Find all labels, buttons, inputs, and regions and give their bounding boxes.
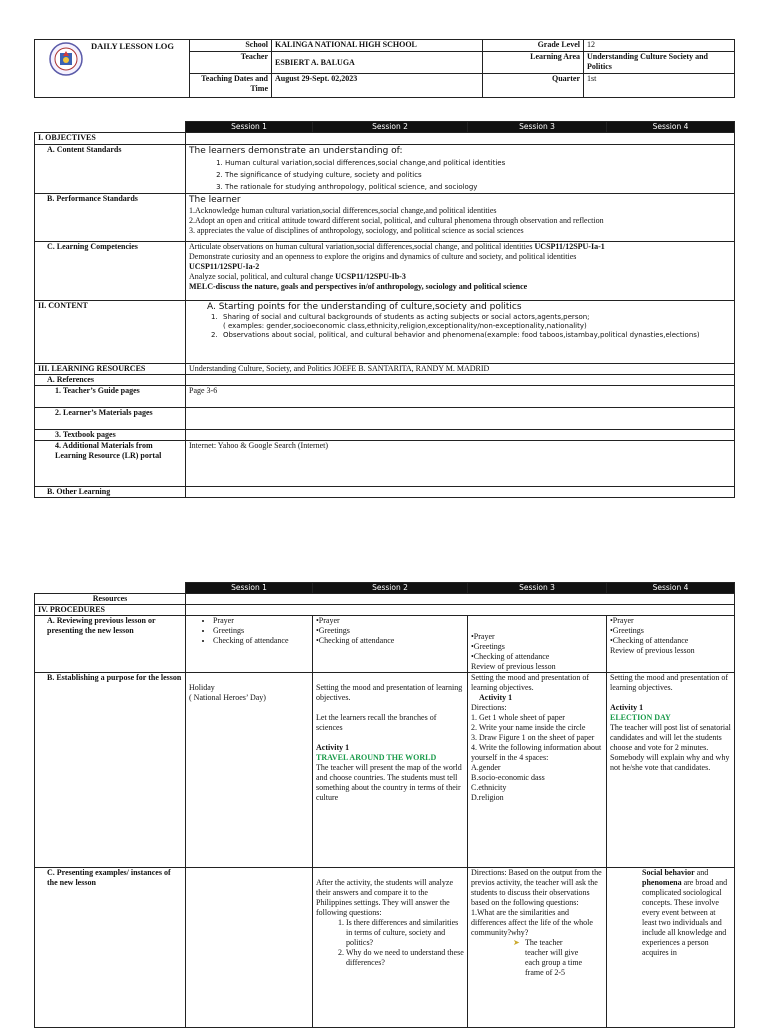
presenting-s3-directions: Directions: Based on the output from the previos activity, the teacher will ask the students to discuss their observations based on the following questions: [471, 868, 602, 907]
definition-text: are broad and complicated sociological concepts. These involve every event between at least two individuals and include all knowledge and experiences a person acquires in [642, 878, 728, 957]
resources-heading: III. LEARNING RESOURCES [35, 364, 186, 375]
spacer [610, 693, 731, 703]
objectives-blank [186, 133, 735, 145]
blank-corner [35, 122, 186, 133]
purpose-s3-intro: Setting the mood and presentation of learning objectives. [471, 673, 589, 692]
purpose-s4-intro: Setting the mood and presentation of learning objectives. [610, 673, 728, 692]
presenting-session-1 [186, 868, 313, 1028]
lesson-table-page2 [34, 582, 735, 1028]
content-standards-label: A. Content Standards [35, 145, 186, 194]
item-number: 1. [211, 313, 218, 321]
connector: and [694, 868, 709, 877]
list-item: Review of previous lesson [610, 646, 695, 655]
bold-term: phenomena [642, 878, 682, 887]
holiday-text: Holiday [189, 683, 215, 692]
session-2-header: Session 2 [313, 583, 468, 594]
competency-code: UCSP11/12SPU-Ia-1 [534, 242, 605, 251]
procedures-blank [186, 605, 735, 616]
resources-value: Understanding Culture, Society, and Politics JOEFE B. SANTARITA, RANDY M. MADRID [186, 364, 735, 375]
list-item: 1.Acknowledge human cultural variation,social differences,social change,and political identities [189, 206, 497, 215]
other-learning-label: B. Other Learning [35, 487, 186, 498]
content-item-2 [189, 331, 731, 340]
holiday-name: ( National Heroes’ Day) [189, 693, 266, 702]
arrow-bullet-icon: ➤ [513, 938, 520, 947]
list-item: B.socio-economic dass [471, 773, 545, 782]
list-item: • Greetings [213, 626, 309, 636]
presenting-s3-bullet [471, 938, 603, 978]
bold-term: Social behavior [642, 868, 695, 877]
school-value: KALINGA NATIONAL HIGH SCHOOL [272, 40, 483, 52]
presenting-session-2 [313, 868, 468, 1028]
learners-materials-value [186, 408, 735, 430]
quarter-label: Quarter [483, 74, 584, 98]
learners-materials-label: 2. Learner’s Materials pages [35, 408, 186, 430]
spacer [316, 868, 464, 878]
references-label: A. References [35, 375, 186, 386]
area-value: Understanding Culture Society and Politics [584, 52, 735, 74]
purpose-session-3 [468, 673, 607, 868]
list-item: C.ethnicity [471, 783, 507, 792]
session-4-header: Session 4 [607, 583, 735, 594]
list-item: • Checking of attendance [213, 636, 309, 646]
content-standards-cell [186, 145, 735, 194]
document-title: DAILY LESSON LOG [91, 41, 174, 51]
activity-label: Activity 1 [610, 703, 644, 712]
presenting-session-4 [607, 868, 735, 1028]
list-item: 3. appreciates the value of disciplines of anthropology, sociology, and political science as social sciences [189, 226, 524, 235]
list-item: 4. Write the following information about yourself in the 4 spaces: [471, 743, 602, 762]
item-number: 2. [211, 331, 218, 339]
list-item: • Prayer [213, 616, 309, 626]
activity-label: Activity 1 [316, 743, 350, 752]
reviewing-session-4 [607, 616, 735, 673]
performance-standards-intro: The learner [189, 195, 241, 205]
learning-competencies-cell [186, 242, 735, 301]
references-blank [186, 375, 735, 386]
list-item: 1. Get 1 whole sheet of paper [471, 713, 565, 722]
activity-description: The teacher will post list of senatorial candidates and will let the students choose and vote for 2 minutes. Somebody will explain why and why not he/she vote that candidates. [610, 723, 731, 772]
presenting-s2-intro: After the activity, the students will analyze their answers and compare it to the Philippines settings. They will answer the following questions: [316, 878, 453, 917]
session-1-header: Session 1 [186, 583, 313, 594]
content-item-1 [189, 313, 731, 331]
textbook-pages-value [186, 430, 735, 441]
directions-label: Directions: [471, 703, 507, 712]
list-item: •Prayer [316, 616, 340, 625]
presenting-s3-question: 1.What are the similarities and differences affect the life of the whole community?why? [471, 908, 593, 937]
list-item: •Checking of attendance [610, 636, 689, 645]
reviewing-session-3 [468, 616, 607, 673]
list-item: A.gender [471, 763, 501, 772]
blank-corner [35, 583, 186, 594]
spacer [316, 703, 464, 713]
session-3-header: Session 3 [468, 122, 607, 133]
list-item: 1. Is there differences and similarities in terms of culture, society and politics? [346, 918, 464, 948]
presenting-s4-text [610, 868, 731, 958]
purpose-session-2 [313, 673, 468, 868]
performance-standards-cell [186, 194, 735, 242]
list-item: •Prayer [471, 632, 495, 641]
activity-description: The teacher will present the map of the world and choose countries. The students must tell something about the country in terms of their culture [316, 763, 462, 802]
purpose-session-1 [186, 673, 313, 868]
dates-label: Teaching Dates and Time [190, 74, 272, 98]
list-item: D.religion [471, 793, 504, 802]
list-item: •Prayer [610, 616, 634, 625]
content-cell [186, 301, 735, 364]
dates-value: August 29-Sept. 02,2023 [272, 74, 483, 98]
content-item-1-text: Sharing of social and cultural backgrounds of students as acting subjects or social actors,agents,person; [223, 313, 590, 321]
session-1-header: Session 1 [186, 122, 313, 133]
competency-line: Analyze social, political, and cultural change [189, 272, 336, 281]
content-main: A. Starting points for the understanding of culture,society and politics [207, 302, 522, 312]
objectives-heading: I. OBJECTIVES [35, 133, 186, 145]
list-item: 1. Human cultural variation,social differences,social change,and political identities [225, 157, 731, 169]
teacher-value: ESBIERT A. BALUGA [272, 52, 483, 74]
content-standards-list [189, 157, 731, 193]
teachers-guide-label: 1. Teacher’s Guide pages [35, 386, 186, 408]
list-item: •Checking of attendance [471, 652, 550, 661]
content-item-2-text: Observations about social, political, and cultural behavior and phenomena(example: food taboos,istambay,political dynasties,elections) [223, 331, 700, 339]
activity-label: Activity 1 [479, 693, 513, 702]
logo-cell [35, 40, 190, 98]
purpose-s2-intro: Setting the mood and presentation of learning objectives. [316, 683, 463, 702]
teacher-label: Teacher [190, 52, 272, 74]
list-item: •Checking of attendance [316, 636, 395, 645]
list-item: •Greetings [610, 626, 644, 635]
list-item: •Greetings [471, 642, 505, 651]
reviewing-lesson-label: A. Reviewing previous lesson or presenting the new lesson [35, 616, 186, 673]
competency-line: Demonstrate curiosity and an openness to explore the origins and dynamics of culture and society, and political identities [189, 252, 577, 261]
grade-label: Grade Level [483, 40, 584, 52]
list-item: 2. Why do we need to understand these differences? [346, 948, 464, 968]
list-item: 3. The rationale for studying anthropology, political science, and sociology [225, 181, 731, 193]
competency-code: UCSP11/12SPU-Ia-2 [189, 262, 260, 271]
spacer [316, 733, 464, 743]
school-label: School [190, 40, 272, 52]
reviewing-session-1 [186, 616, 313, 673]
grade-value: 12 [584, 40, 735, 52]
additional-materials-value: Internet: Yahoo & Google Search (Internet) [186, 441, 735, 487]
session-4-header: Session 4 [607, 122, 735, 133]
list-item: 2. The significance of studying culture, society and politics [225, 169, 731, 181]
competency-line: Articulate observations on human cultural variation,social differences,social change, and political identities [189, 242, 535, 251]
spacer [316, 673, 464, 683]
session-3-header: Session 3 [468, 583, 607, 594]
lesson-table-page1 [34, 121, 735, 498]
list-item: 2. Write your name inside the circle [471, 723, 586, 732]
content-standards-intro: The learners demonstrate an understanding of: [189, 146, 403, 156]
performance-standards-label: B. Performance Standards [35, 194, 186, 242]
deped-seal-logo [49, 42, 83, 79]
activity-title: ELECTION DAY [610, 713, 671, 722]
textbook-pages-label: 3. Textbook pages [35, 430, 186, 441]
competency-code: UCSP11/12SPU-Ib-3 [335, 272, 406, 281]
resources-continued-label: Resources [35, 594, 186, 605]
presenting-session-3 [468, 868, 607, 1028]
spacer [189, 673, 309, 683]
list-item: 2.Adopt an open and critical attitude toward different social, political, and cultural phenomena through observation and reflection [189, 216, 604, 225]
learning-competencies-label: C. Learning Competencies [35, 242, 186, 301]
questions-list [316, 918, 464, 968]
content-item-1-examples: ( examples: gender,socioeconomic class,ethnicity,religion,exceptionality/non-exceptionality,nationality) [223, 322, 587, 330]
session-1-list [189, 616, 309, 646]
list-item: Review of previous lesson [471, 662, 556, 671]
purpose-label: B. Establishing a purpose for the lesson [35, 673, 186, 868]
content-heading: II. CONTENT [35, 301, 186, 364]
additional-materials-label: 4. Additional Materials from Learning Resource (LR) portal [35, 441, 186, 487]
list-item: 3. Draw Figure 1 on the sheet of paper [471, 733, 595, 742]
list-item: •Greetings [316, 626, 350, 635]
purpose-session-4 [607, 673, 735, 868]
presenting-examples-label: C. Presenting examples/ instances of the new lesson [35, 868, 186, 1028]
reviewing-session-2 [313, 616, 468, 673]
teachers-guide-value: Page 3-6 [186, 386, 735, 408]
activity-title: TRAVEL AROUND THE WORLD [316, 753, 437, 762]
other-learning-value [186, 487, 735, 498]
bullet-text: The teacher teacher will give each group a time frame of 2-5 [525, 938, 583, 977]
header-table [34, 39, 735, 98]
session-2-header: Session 2 [313, 122, 468, 133]
area-label: Learning Area [483, 52, 584, 74]
purpose-s2-recall: Let the learners recall the branches of sciences [316, 713, 437, 732]
quarter-value: 1st [584, 74, 735, 98]
resources-continued-blank [186, 594, 735, 605]
procedures-heading: IV. PROCEDURES [35, 605, 186, 616]
melc-line: MELC-discuss the nature, goals and perspectives in/of anthropology, sociology and political science [189, 282, 528, 291]
